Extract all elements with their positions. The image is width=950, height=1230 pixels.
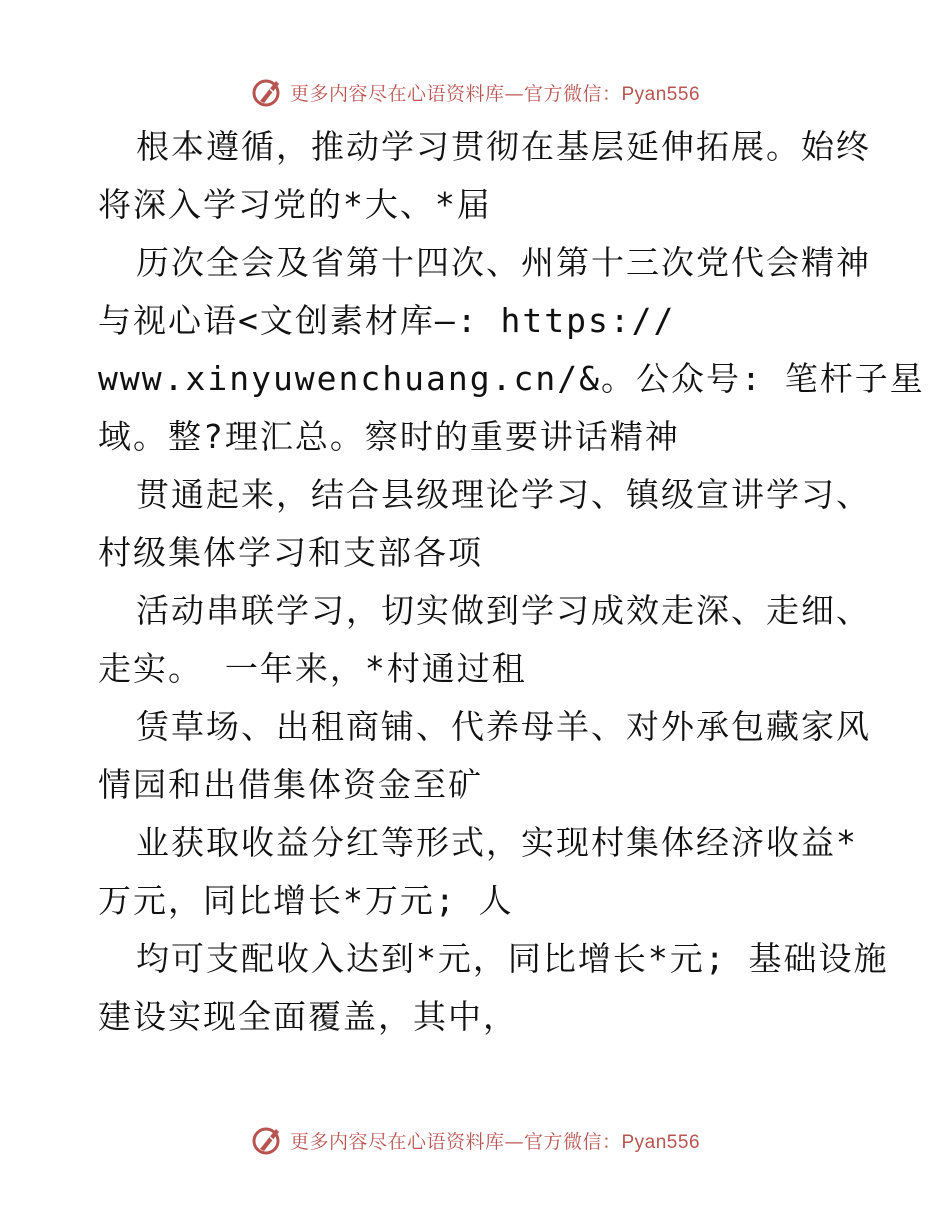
body-line: 活动串联学习，切实做到学习成效走深、走细、 xyxy=(136,591,871,630)
body-line: 村级集体学习和支部各项 xyxy=(98,533,483,572)
body-line: 赁草场、出租商铺、代养母羊、对外承包藏家风 xyxy=(136,707,871,746)
body-line: 情园和出借集体资金至矿 xyxy=(98,765,483,804)
body-line: 将深入学习党的*大、*届 xyxy=(98,185,492,224)
footer-wechat-id: Pyan556 xyxy=(621,1131,701,1153)
footer-banner-text xyxy=(290,1127,700,1154)
quill-logo-icon xyxy=(250,75,284,109)
body-line: 历次全会及省第十四次、州第十三次党代会精神 xyxy=(136,243,871,282)
body-line: 均可支配收入达到*元，同比增长*元; 基础设施 xyxy=(136,939,889,978)
body-line: 根本遵循，推动学习贯彻在基层延伸拓展。始终 xyxy=(136,127,871,166)
header-wechat-id: Pyan556 xyxy=(621,83,701,105)
body-line: 走实。 一年来，*村通过租 xyxy=(98,649,527,688)
body-line: 建设实现全面覆盖，其中， xyxy=(98,997,518,1036)
body-line: 与视心语<文创素材库—: https:// xyxy=(98,301,676,340)
footer-banner-label: 更多内容尽在心语资料库—官方微信： xyxy=(289,1130,622,1153)
footer-banner xyxy=(0,1120,950,1160)
quill-logo-icon xyxy=(250,1123,284,1157)
body-line: 域。整?理汇总。察时的重要讲话精神 xyxy=(98,417,680,456)
body-line: 万元，同比增长*万元; 人 xyxy=(98,881,514,920)
document-body xyxy=(98,118,925,1046)
header-banner-label: 更多内容尽在心语资料库—官方微信： xyxy=(289,82,622,105)
body-line: 业获取收益分红等形式，实现村集体经济收益* xyxy=(136,823,858,862)
body-line: 贯通起来，结合县级理论学习、镇级宣讲学习、 xyxy=(136,475,871,514)
header-banner-text xyxy=(290,79,700,106)
body-line: www.xinyuwenchuang.cn/&。公众号: 笔杆子星 xyxy=(98,359,925,398)
header-banner xyxy=(0,72,950,112)
